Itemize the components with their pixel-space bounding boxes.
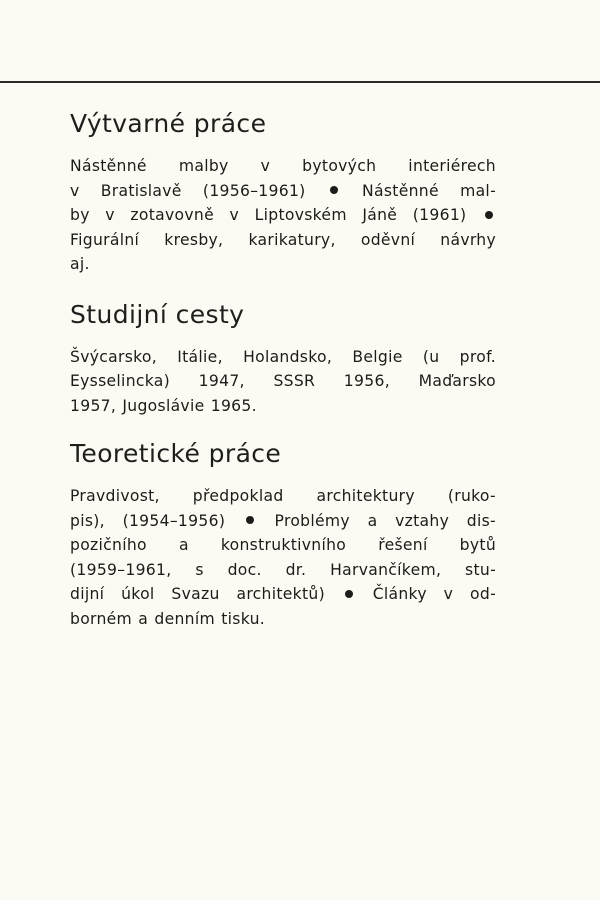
text-fragment: Problémy a vztahy dis- [274,511,496,530]
section-vytvarne-prace [70,104,496,277]
bullet-icon [345,590,353,598]
text-line [70,179,496,204]
text-fragment: Nástěnné mal- [362,181,496,200]
bullet-icon [330,186,338,194]
text-line [70,203,496,228]
text-line: Figurální kresby, karikatury, oděvní návrhy [70,230,496,249]
text-fragment: Články v od- [372,585,497,603]
section-body [70,484,496,631]
text-line: 1957, Jugoslávie 1965. [70,396,257,415]
section-heading: Studijní cesty [70,299,245,329]
section-body [70,345,496,419]
bullet-icon [485,211,493,219]
section-heading: Teoretické práce [70,439,282,468]
text-line: Švýcarsko, Itálie, Holandsko, Belgie (u prof. [70,347,496,366]
page-content [70,104,496,631]
text-fragment: dijní úkol Svazu architektů) [70,585,325,603]
bullet-icon [246,516,254,524]
section-teoreticke-prace [70,434,496,631]
text-line [70,582,496,607]
text-line: Eysselincka) 1947, SSSR 1956, Maďarsko [70,372,496,390]
section-studijni-cesty [70,295,496,419]
text-fragment: by v zotavovně v Liptovském Jáně (1961) [70,206,467,224]
text-fragment: pis), (1954–1956) [70,511,226,530]
text-line: Nástěnné malby v bytových interiérech [70,157,496,175]
text-line: borném a denním tisku. [70,609,266,628]
section-heading: Výtvarné práce [70,109,267,138]
text-line [70,509,496,534]
top-horizontal-rule [0,81,600,83]
section-body [70,154,496,277]
text-line: aj. [70,255,90,273]
text-line: pozičního a konstruktivního řešení bytů [70,536,496,554]
text-line: Pravdivost, předpoklad architektury (ruko- [70,487,496,505]
text-line: (1959–1961, s doc. dr. Harvančíkem, stu- [70,560,496,579]
text-fragment: v Bratislavě (1956–1961) [70,181,306,200]
